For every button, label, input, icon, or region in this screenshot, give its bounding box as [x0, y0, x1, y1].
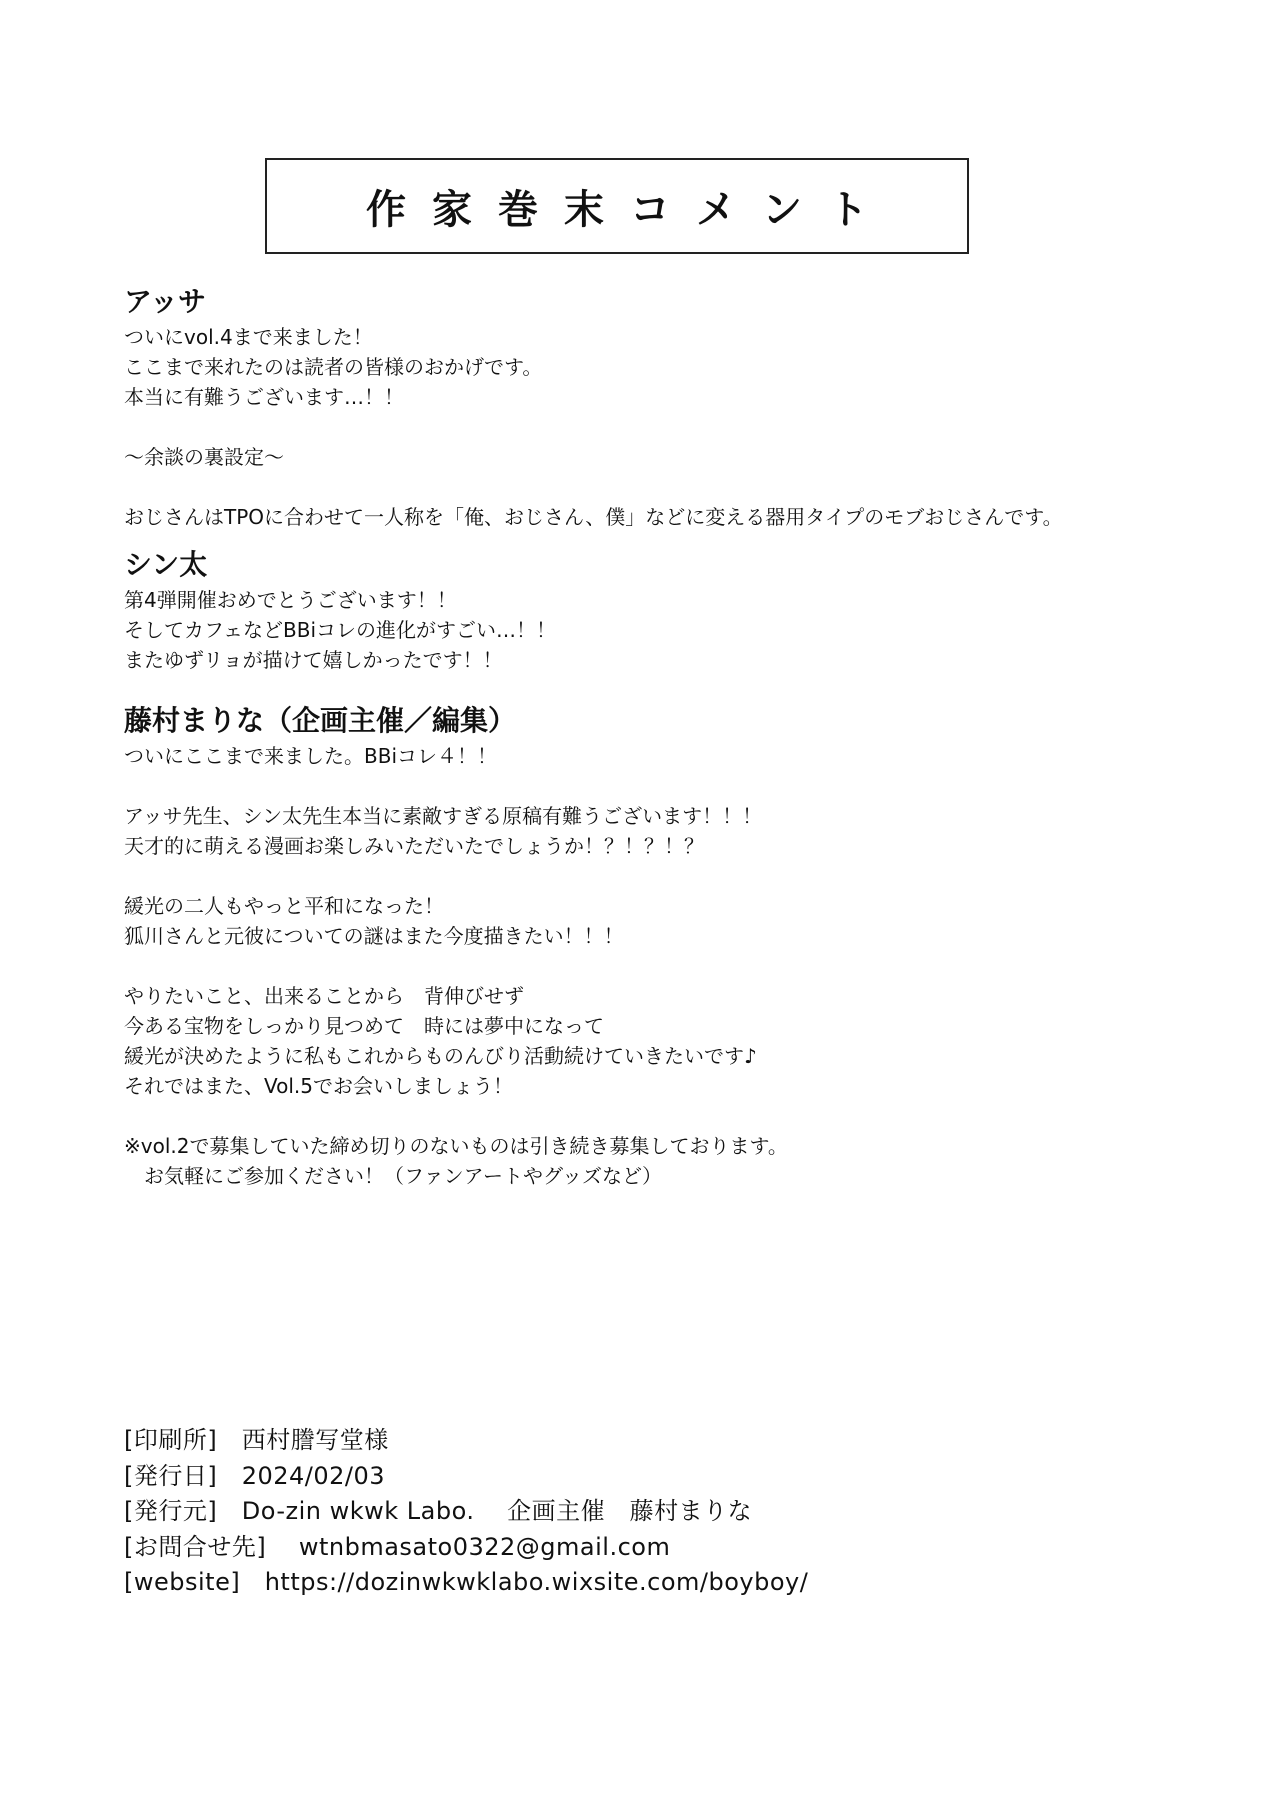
- comment-line: ～余談の裏設定～: [124, 445, 284, 469]
- colophon-printer: [印刷所] 西村謄写堂様: [124, 1426, 389, 1454]
- comment-line: やりたいこと、出来ることから 背伸びせず: [124, 984, 524, 1008]
- colophon-website: [website] https://dozinwkwklabo.wixsite.com/boyboy/: [124, 1568, 809, 1596]
- comment-line: ついにvol.4まで来ました！: [124, 325, 373, 349]
- comment-line: [124, 951, 1244, 981]
- comment-line: 天才的に萌える漫画お楽しみいただいたでしょうか！？！？！？: [124, 834, 704, 858]
- comment-line: [124, 861, 1244, 891]
- comment-line: おじさんはTPOに合わせて一人称を「俺、おじさん、僕」などに変える器用タイプのモブおじさんです。: [124, 505, 1063, 529]
- page-title: 作家巻末コメント: [366, 186, 894, 233]
- colophon: [124, 1423, 808, 1601]
- colophon-contact: [お問合せ先] wtnbmasato0322@gmail.com: [124, 1532, 671, 1561]
- comment-line: [124, 472, 1244, 502]
- comment-line: お気軽にご参加ください！（ファンアートやグッズなど）: [124, 1164, 662, 1188]
- section-heading: シン太: [124, 548, 208, 581]
- comment-line: 緩光の二人もやっと平和になった！: [124, 894, 444, 918]
- comment-line: そしてカフェなどBBiコレの進化がすごい…！！: [124, 618, 556, 642]
- comment-section-shinta: [124, 547, 1244, 675]
- comment-line: [124, 1101, 1244, 1131]
- comment-line: 今ある宝物をしっかり見つめて 時には夢中になって: [124, 1014, 604, 1038]
- comment-line: ついにここまで来ました。BBiコレ４！！: [124, 744, 497, 768]
- comment-line: 狐川さんと元彼についての謎はまた今度描きたい！！！: [124, 924, 624, 948]
- title-box: [265, 158, 969, 254]
- section-heading: 藤村まりな（企画主催／編集）: [124, 704, 517, 737]
- comment-line: [124, 412, 1244, 442]
- section-heading: アッサ: [124, 285, 207, 318]
- comment-line: アッサ先生、シン太先生本当に素敵すぎる原稿有難うございます！！！: [124, 804, 763, 828]
- comment-line: 第4弾開催おめでとうございます！！: [124, 588, 457, 612]
- comment-line: ※vol.2で募集していた締め切りのないものは引き続き募集しております。: [124, 1134, 788, 1158]
- comment-line: [124, 771, 1244, 801]
- comment-line: ここまで来れたのは読者の皆様のおかげです。: [124, 355, 543, 379]
- colophon-issue-date: [発行日] 2024/02/03: [124, 1461, 386, 1490]
- comment-line: またゆずリョが描けて嬉しかったです！！: [124, 648, 503, 672]
- comment-line: それではまた、Vol.5でお会いしましょう！: [124, 1074, 514, 1098]
- comment-section-fujimura: [124, 703, 1244, 1191]
- comment-section-assa: [124, 284, 1244, 532]
- colophon-publisher: [発行元] Do-zin wkwk Labo. 企画主催 藤村まりな: [124, 1497, 753, 1525]
- comment-line: 緩光が決めたように私もこれからものんびり活動続けていきたいです♪: [124, 1044, 757, 1068]
- comment-line: 本当に有難うございます…！！: [124, 385, 404, 409]
